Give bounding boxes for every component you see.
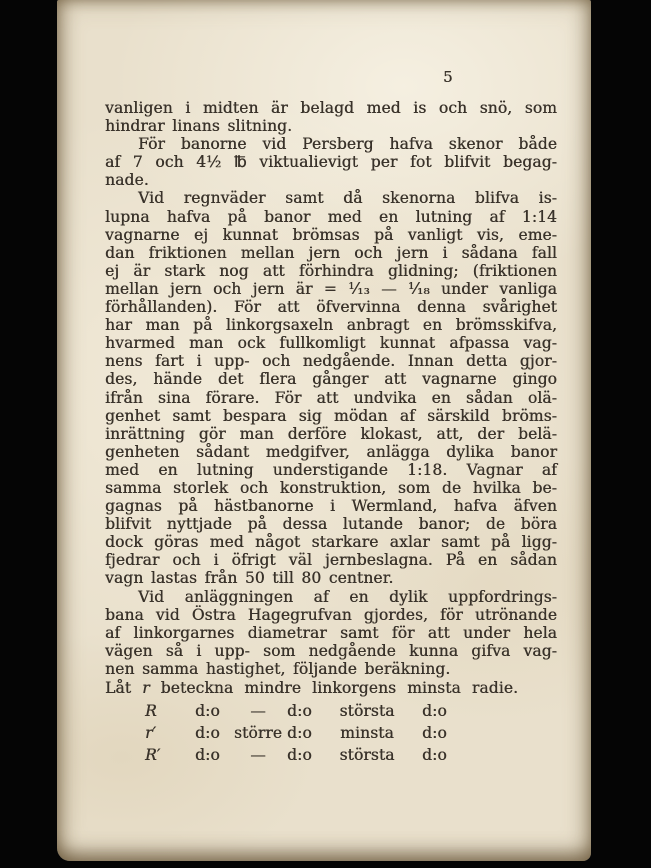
table-cell-extreme: största <box>339 701 395 720</box>
table-cell-symbol: R <box>145 701 157 720</box>
text-line: af 7 och 4½ ℔ viktualievigt per fot blifvit begag- <box>105 153 557 172</box>
text-line: genhet samt bespara sig mödan af särskild bröms- <box>105 406 557 425</box>
table-cell-ditto: d:o <box>287 723 312 742</box>
table-cell-extreme: minsta <box>340 723 394 742</box>
text-line: vagn lastas från 50 till 80 centner. <box>105 569 394 588</box>
definition-table-row <box>105 722 557 744</box>
table-cell-ditto: d:o <box>195 723 220 742</box>
text-line: vagnarne ej kunnat brömsas på vanligt vis, eme- <box>105 225 557 244</box>
intro-post-text: beteckna mindre linkorgens minsta radie. <box>160 678 519 697</box>
text-line: gagnas på hästbanorne i Wermland, hafva äfven <box>105 497 557 516</box>
text-line: dock göras med något starkare axlar samt på ligg- <box>105 533 557 552</box>
text-line: hvarmed man ock fullkomligt kunnat afpassa vag- <box>105 334 557 353</box>
text-line: För banorne vid Persberg hafva skenor både <box>138 135 557 154</box>
table-cell-ditto: d:o <box>195 701 220 720</box>
book-page <box>57 0 591 861</box>
text-line: lupna hafva på banor med en lutning af 1:14 <box>105 207 557 226</box>
table-cell-dash: — <box>250 701 266 720</box>
text-line: ifrån sina förare. För att undvika en sådan olä- <box>105 388 557 407</box>
text-line: Vid anläggningen af en dylik uppfordrings- <box>138 587 557 606</box>
table-cell-ditto: d:o <box>287 701 312 720</box>
text-line: vanligen i midten är belagd med is och snö, som <box>105 99 557 117</box>
text-line: med en lutning understigande 1:18. Vagnar af <box>105 460 557 479</box>
definition-table-row <box>105 700 557 722</box>
table-cell-ditto: d:o <box>422 746 447 765</box>
text-line: nade. <box>105 171 149 190</box>
text-line: vägen så i upp- som nedgående kunna gifva vag- <box>105 641 557 660</box>
text-line: genheten sådant medgifver, anlägga dylika banor <box>105 442 557 461</box>
text-line: dan friktionen mellan jern och jern i sådana fall <box>105 243 557 262</box>
text-line: förhållanden). För att öfvervinna denna svårighet <box>105 298 557 317</box>
table-cell-ditto: d:o <box>422 701 447 720</box>
text-line: bana vid Östra Hagegrufvan gjordes, för utrönande <box>105 605 557 624</box>
table-cell-extreme: största <box>339 746 395 765</box>
table-cell-ditto: d:o <box>422 723 447 742</box>
text-line: mellan jern och jern är = ¹⁄₁₃ — ¹⁄₁₈ under vanliga <box>105 279 557 298</box>
text-line: har man på linkorgsaxeln anbragt en brömsskifva, <box>105 316 557 335</box>
text-line: ej är stark nog att förhindra glidning; (friktionen <box>105 261 557 280</box>
text-line: fjedrar och i öfrigt väl jernbeslagna. På en sådan <box>105 551 557 570</box>
table-cell-larger: större <box>233 723 283 742</box>
text-line: nen samma hastighet, följande beräkning. <box>105 659 451 678</box>
page-text-block <box>105 99 557 767</box>
text-line: hindrar linans slitning. <box>105 117 293 136</box>
text-line: inrättning gör man derföre klokast, att, der belä- <box>105 424 557 443</box>
text-line: nens fart i upp- och nedgående. Innan detta gjor- <box>105 352 557 371</box>
table-cell-symbol: r′ <box>145 723 157 742</box>
radius-symbol: r <box>142 678 150 697</box>
text-line: samma storlek och konstruktion, som de hvilka be- <box>105 478 557 497</box>
text-line: des, hände det flera gånger att vagnarne gingo <box>105 370 557 389</box>
table-cell-ditto: d:o <box>195 746 220 765</box>
table-cell-dash: — <box>250 746 266 765</box>
intro-pre-text: Låt <box>105 678 132 697</box>
text-line: blifvit nyttjade på dessa lutande banor; de böra <box>105 515 557 534</box>
text-line: af linkorgarnes diametrar samt för att under hela <box>105 623 557 642</box>
page-number: 5 <box>443 68 453 86</box>
table-cell-ditto: d:o <box>287 746 312 765</box>
table-cell-symbol: R′ <box>145 746 161 765</box>
definition-table-row <box>105 744 557 766</box>
definition-table <box>105 700 557 767</box>
text-line: Vid regnväder samt då skenorna blifva is- <box>138 189 557 208</box>
definition-intro-line <box>105 679 557 697</box>
